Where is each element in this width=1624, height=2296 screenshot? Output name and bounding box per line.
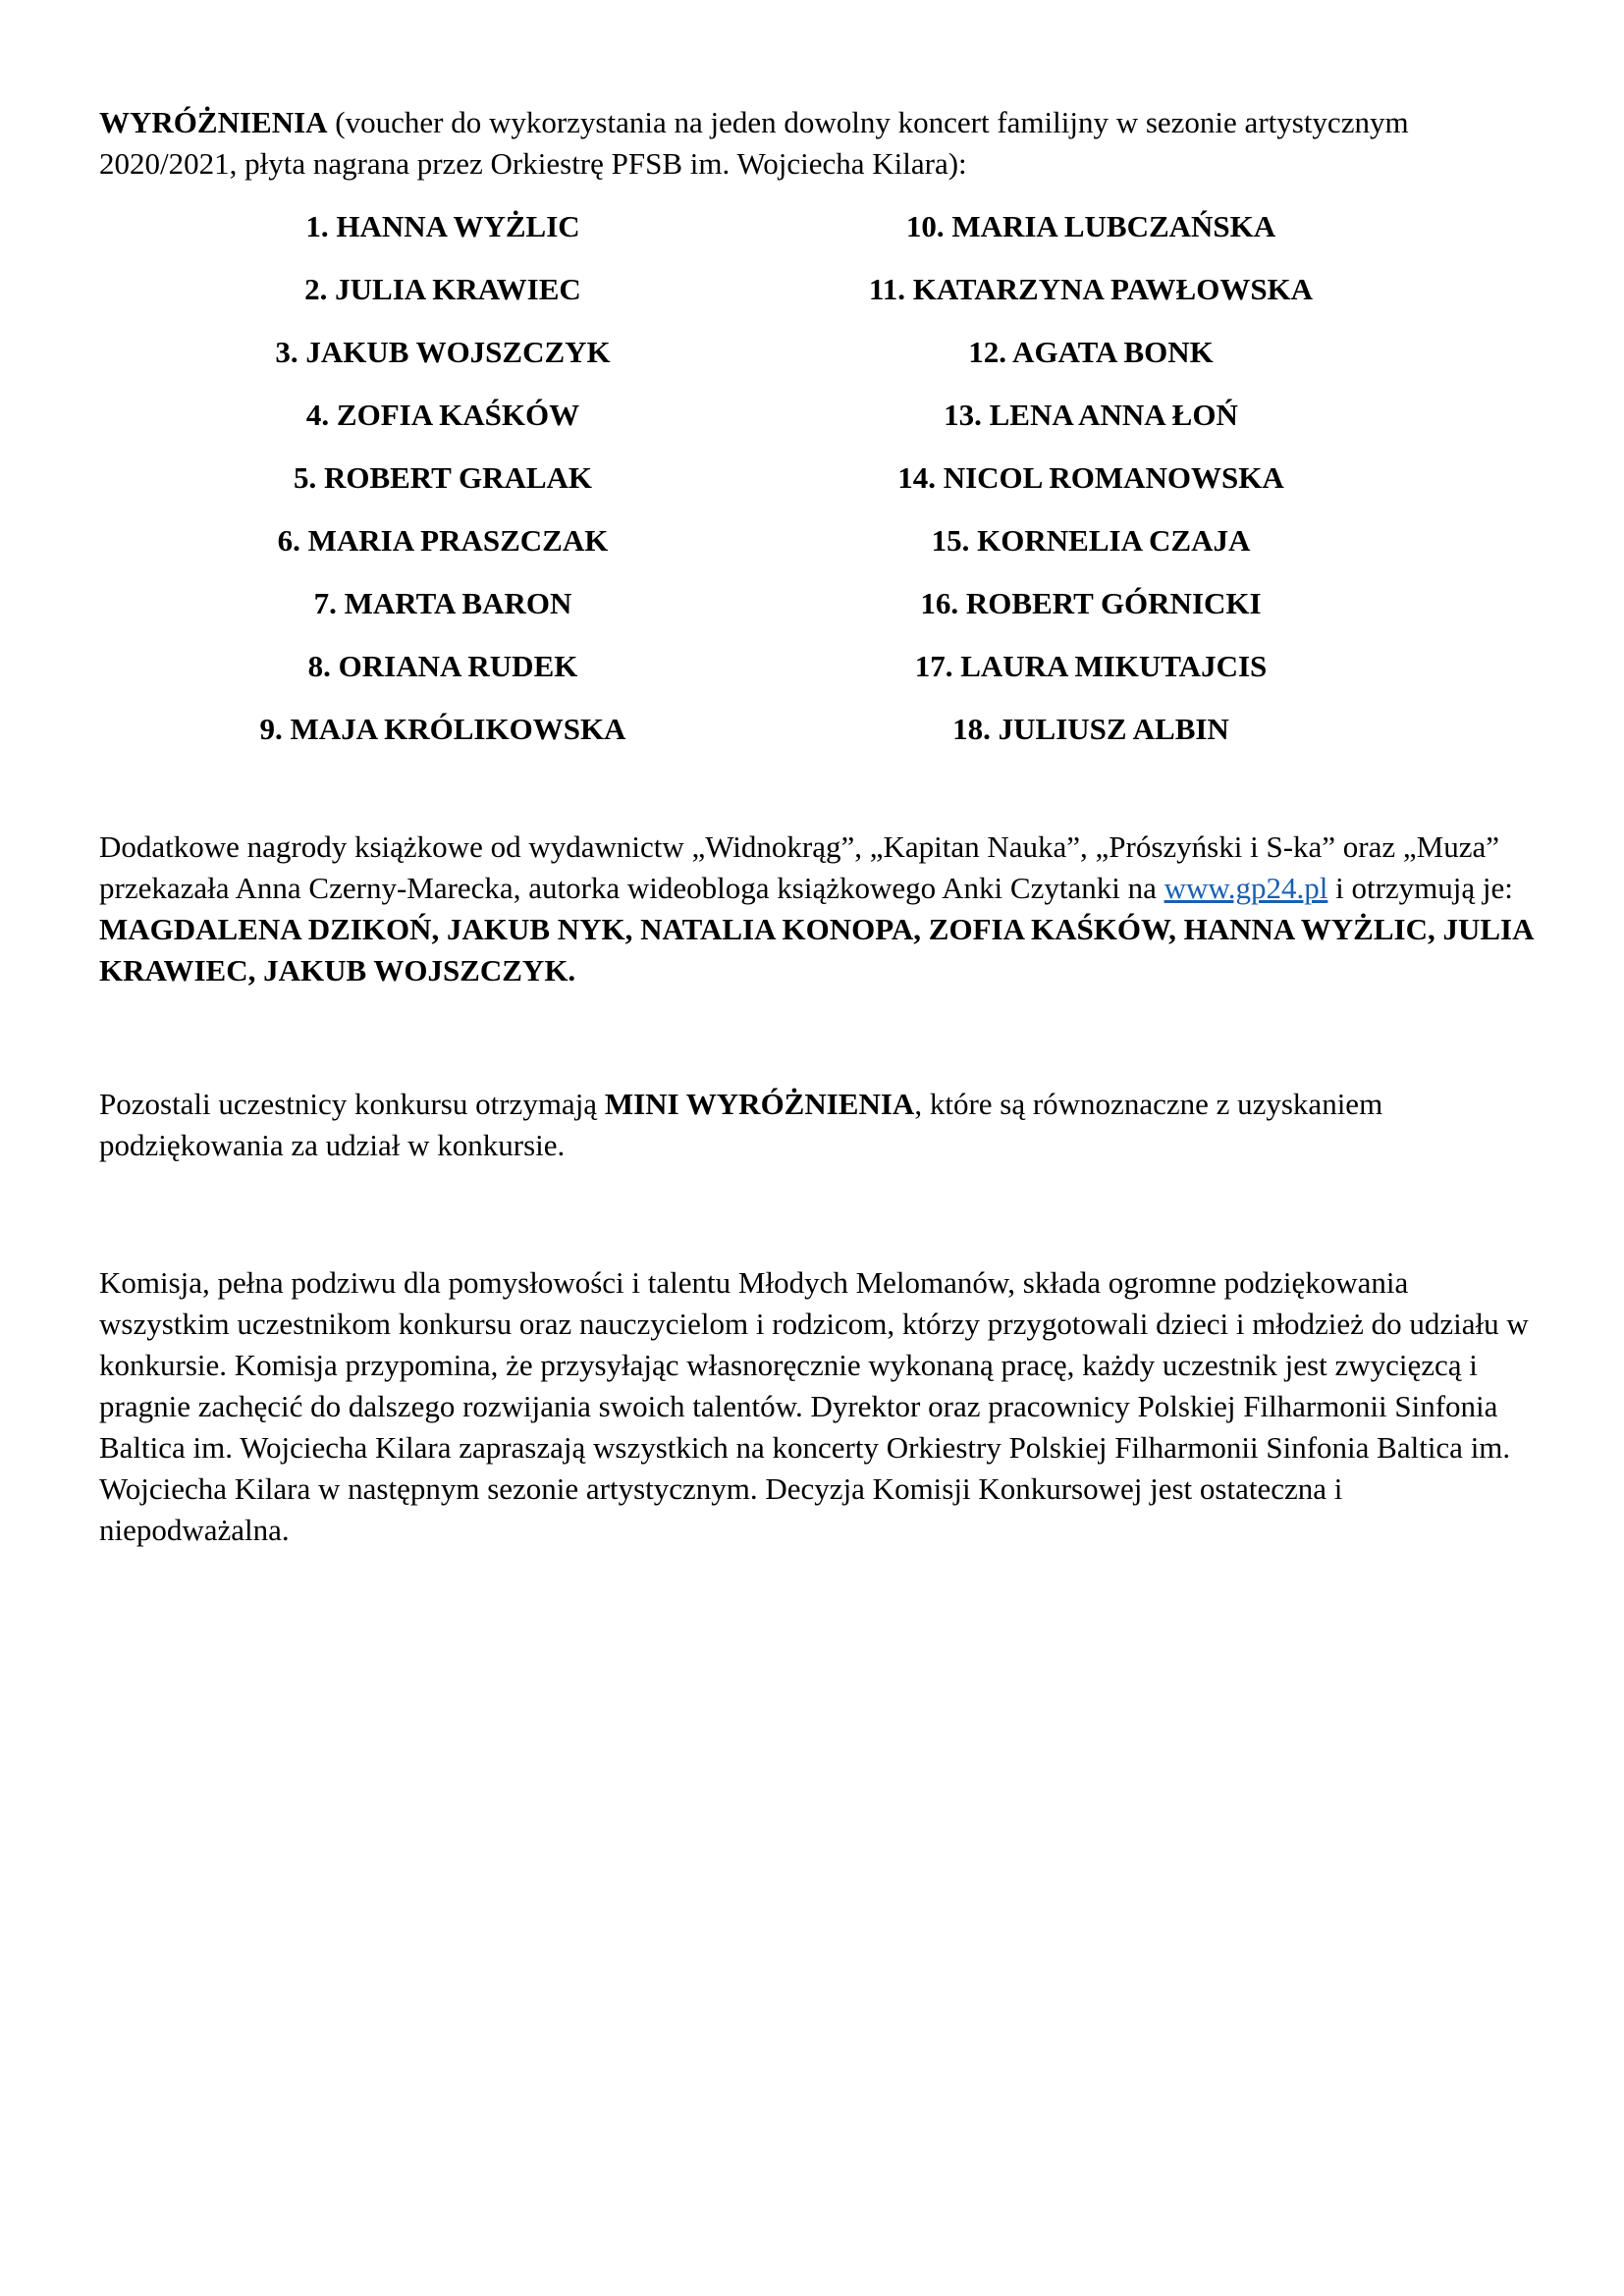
- winner-name: 8. ORIANA RUDEK: [307, 649, 578, 683]
- winner-name: 9. MAJA KRÓLIKOWSKA: [259, 712, 626, 746]
- winner-name: 13. LENA ANNA ŁOŃ: [944, 398, 1238, 432]
- winner-name: 5. ROBERT GRALAK: [293, 460, 593, 495]
- winner-name: 2. JULIA KRAWIEC: [304, 272, 581, 306]
- gp24-link[interactable]: www.gp24.pl: [1164, 871, 1328, 905]
- winner-name: 3. JAKUB WOJSZCZYK: [275, 335, 611, 369]
- awards-intro-paragraph: [99, 102, 1535, 185]
- mini-awards-paragraph: [99, 1084, 1535, 1166]
- award-winners-list: [99, 206, 1535, 772]
- document-page: [99, 102, 1535, 1551]
- book-prizes-connector: i otrzymują je:: [1327, 871, 1513, 905]
- winner-name: 16. ROBERT GÓRNICKI: [920, 586, 1262, 620]
- winner-name: 6. MARIA PRASZCZAK: [277, 523, 609, 558]
- book-prizes-paragraph: [99, 827, 1535, 991]
- thanks-paragraph: Komisja, pełna podziwu dla pomysłowości i talentu Młodych Melomanów, składa ogromne podziękowania wszystkim uczestnikom konkursu oraz nauczycielom i rodzicom, którzy przygotowali dzieci i młodzież do udziału w konkursie. Komisja przypomina, że przysyłając własnoręcznie wykonaną pracę, każdy uczestnik jest zwycięzcą i pragnie zachęcić do dalszego rozwijania swoich talentów. Dyrektor oraz pracownicy Polskiej Filharmonii Sinfonia Baltica im. Wojciecha Kilara zapraszają wszystkich na koncerty Orkiestry Polskiej Filharmonii Sinfonia Baltica im. Wojciecha Kilara w następnym sezonie artystycznym. Decyzja Komisji Konkursowej jest ostateczna i niepodważalna.: [99, 1265, 1529, 1547]
- mini-awards-text-before: Pozostali uczestnicy konkursu otrzymają: [99, 1087, 605, 1121]
- award-winners-right-column: [786, 206, 1395, 772]
- winner-name: 1. HANNA WYŻLIC: [305, 209, 580, 243]
- book-prize-winners: MAGDALENA DZIKOŃ, JAKUB NYK, NATALIA KONOPA, ZOFIA KAŚKÓW, HANNA WYŻLIC, JULIA KRAWIEC, JAKUB WOJSZCZYK.: [99, 912, 1533, 988]
- winner-name: 14. NICOL ROMANOWSKA: [897, 460, 1284, 495]
- winner-name: 17. LAURA MIKUTAJCIS: [914, 649, 1268, 683]
- winner-name: 12. AGATA BONK: [968, 335, 1214, 369]
- winner-name: 7. MARTA BARON: [313, 586, 572, 620]
- mini-awards-heading: MINI WYRÓŻNIENIA: [604, 1087, 915, 1121]
- book-prizes-text: Dodatkowe nagrody książkowe od wydawnictw „Widnokrąg”, „Kapitan Nauka”, „Prószyński i S-ka” oraz „Muza” przekazała Anna Czerny-Marecka, autorka wideobloga książkowego Anki Czytanki na: [99, 829, 1499, 905]
- winner-name: 4. ZOFIA KAŚKÓW: [305, 398, 580, 432]
- mini-awards-text-after: , które są równoznaczne z uzyskaniem podziękowania za udział w konkursie.: [99, 1087, 1383, 1162]
- winner-name: 10. MARIA LUBCZAŃSKA: [905, 209, 1276, 243]
- winner-name: 15. KORNELIA CZAJA: [931, 523, 1251, 558]
- award-winners-left-column: [178, 206, 708, 772]
- awards-description: (voucher do wykorzystania na jeden dowolny koncert familijny w sezonie artystycznym 2020/2021, płyta nagrana przez Orkiestrę PFSB im. Wojciecha Kilara):: [99, 105, 1409, 181]
- winner-name: 11. KATARZYNA PAWŁOWSKA: [868, 272, 1314, 306]
- winner-name: 18. JULIUSZ ALBIN: [952, 712, 1229, 746]
- awards-heading: WYRÓŻNIENIA: [99, 105, 328, 139]
